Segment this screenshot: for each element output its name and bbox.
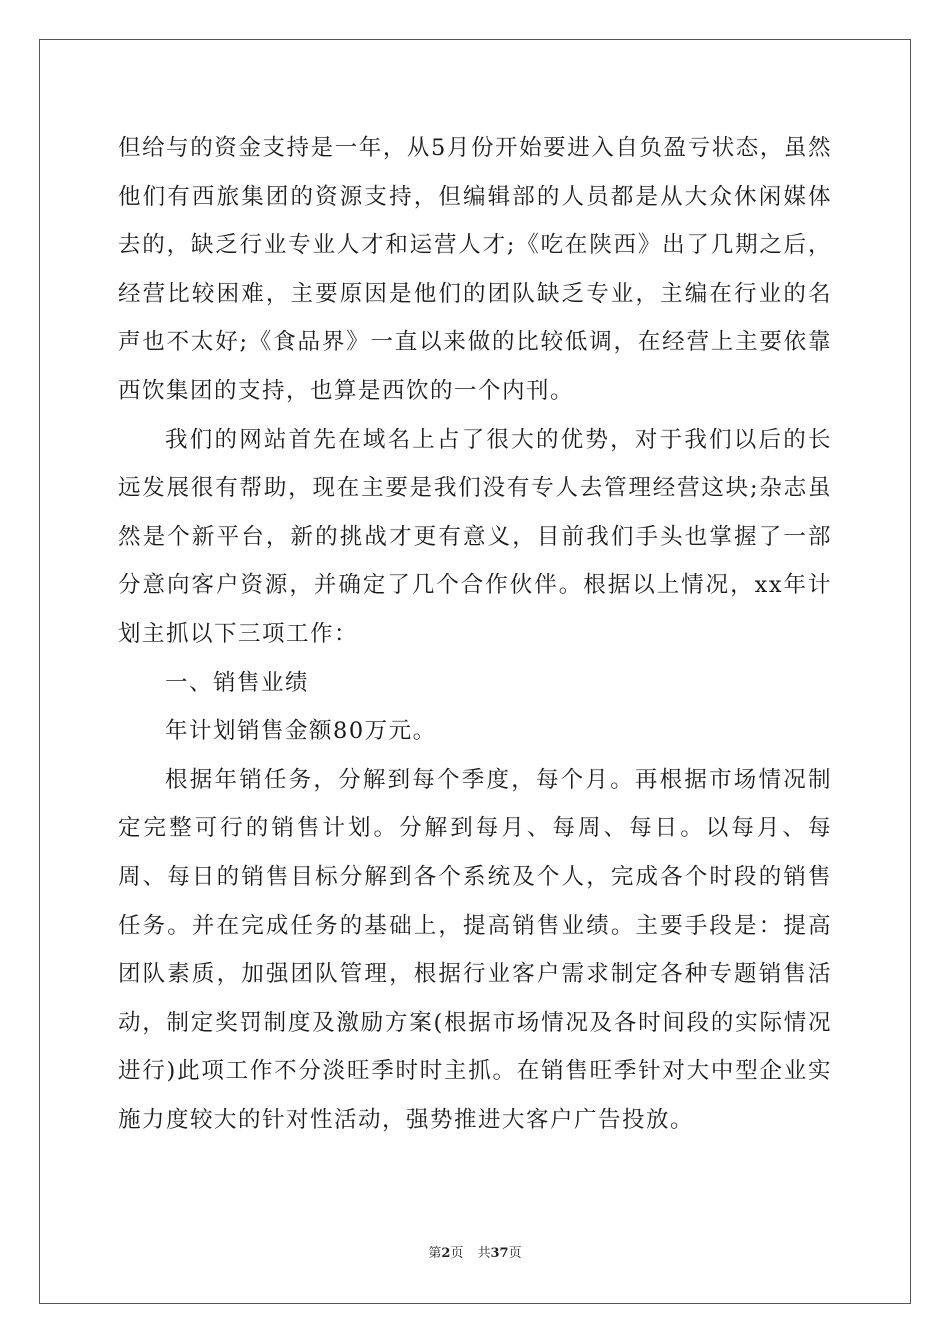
paragraph-sales-plan: 根据年销任务，分解到每个季度，每个月。再根据市场情况制定完整可行的销售计划。分解到每月、每周、每日。以每月、每周、每日的销售目标分解到各个系统及个人，完成各个时段的销售任务。并在完成任务的基础上，提高销售业绩。主要手段是：提高团队素质，加强团队管理，根据行业客户需求制定各种专题销售活动，制定奖罚制度及激励方案(根据市场情况及各时间段的实际情况进行)此项工作不分淡旺季时时主抓。在销售旺季针对大中型企业实施力度较大的针对性活动，强势推进大客户广告投放。 — [118, 766, 832, 1133]
total-pages: 37 — [490, 1246, 509, 1261]
page-suffix: 页 — [450, 1246, 464, 1261]
page-number: 2 — [441, 1246, 451, 1261]
document-body — [118, 124, 832, 1144]
paragraph-sales-target: 年计划销售金额80万元。 — [165, 718, 437, 745]
total-suffix: 页 — [508, 1246, 522, 1261]
page-prefix: 第 — [428, 1246, 442, 1261]
paragraph-2: 我们的网站首先在域名上占了很大的优势，对于我们以后的长远发展很有帮助，现在主要是我们没有专人去管理经营这块;杂志虽然是个新平台，新的挑战才更有意义，目前我们手头也掌握了一部分意向客户资源，并确定了几个合作伙伴。根据以上情况，xx年计划主抓以下三项工作： — [118, 426, 832, 647]
page-footer — [0, 1242, 950, 1261]
total-prefix: 共 — [477, 1246, 491, 1261]
paragraph-1: 但给与的资金支持是一年，从5月份开始要进入自负盈亏状态，虽然他们有西旅集团的资源支持，但编辑部的人员都是从大众休闲媒体去的，缺乏行业专业人才和运营人才;《吃在陕西》出了几期之后，经营比较困难，主要原因是他们的团队缺乏专业，主编在行业的名声也不太好;《食品界》一直以来做的比较低调，在经营上主要依靠西饮集团的支持，也算是西饮的一个内刊。 — [118, 135, 832, 404]
section-heading-sales: 一、销售业绩 — [165, 669, 310, 696]
